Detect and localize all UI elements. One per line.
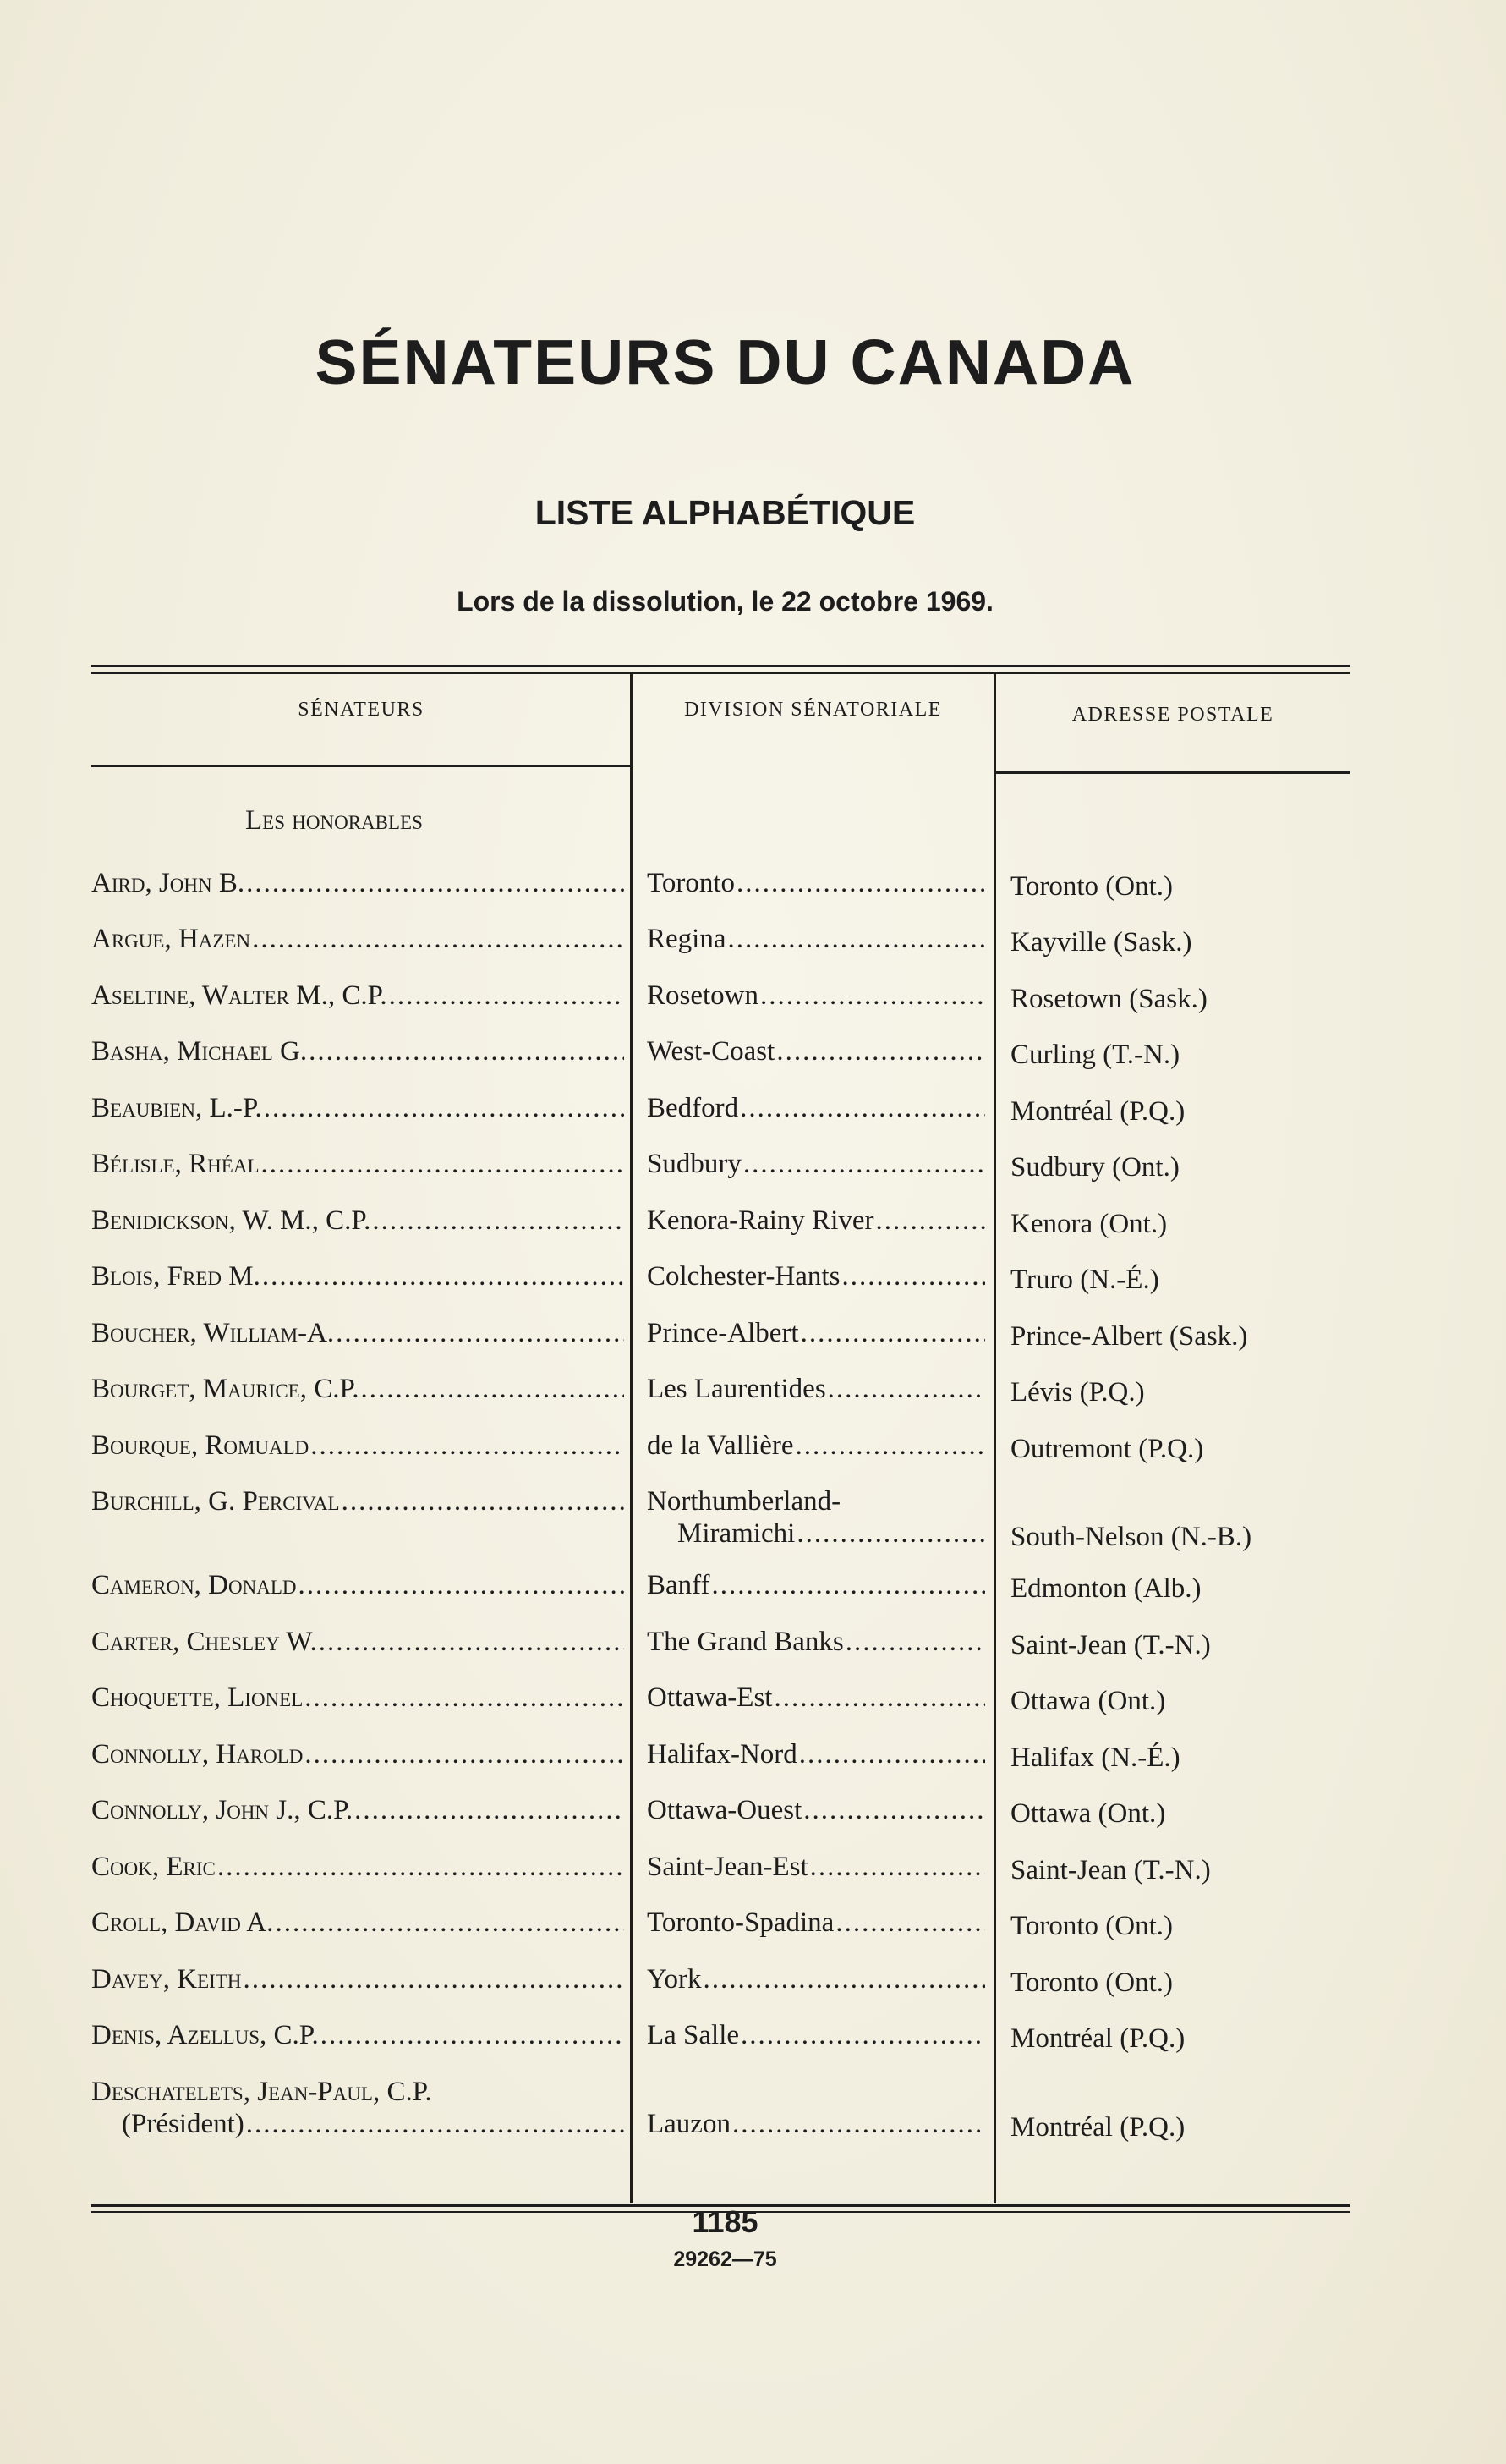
leader-dots: [320, 2019, 624, 2051]
leader-dots: [354, 1794, 624, 1826]
leader-dots: [810, 1851, 985, 1883]
senator-name-cell: [91, 1738, 624, 1770]
leader-dots: [342, 1485, 624, 1517]
division-cell: [647, 2019, 985, 2051]
division-cell: [647, 1317, 985, 1349]
leader-dots: [309, 1035, 624, 1067]
division-cell: [647, 1907, 985, 1939]
leader-dots: [262, 1260, 624, 1292]
division-name: Bedford: [647, 1093, 739, 1123]
division-name: de la Vallière: [647, 1430, 794, 1461]
division-name: Toronto-Spadina: [647, 1907, 835, 1938]
leader-dots: [828, 1373, 985, 1405]
senator-name-cell: [91, 1851, 624, 1883]
senator-name: Aseltine, Walter M., C.P.: [91, 980, 387, 1011]
header-adresse: ADRESSE POSTALE: [1071, 704, 1274, 726]
postal-address: Prince-Albert (Sask.): [1010, 1321, 1248, 1352]
senator-name: Connolly, Harold: [91, 1739, 304, 1770]
division-name: Kenora-Rainy River: [647, 1205, 874, 1236]
division-cell: [647, 980, 985, 1012]
postal-address: Truro (N.-É.): [1010, 1265, 1159, 1295]
division-cell: [647, 867, 985, 899]
division-name-part1: Northumberland-: [647, 1486, 841, 1517]
leader-dots: [275, 1907, 624, 1939]
group-label: Les honorables: [245, 805, 423, 836]
leader-dots: [310, 1430, 624, 1462]
division-cell: [647, 1148, 985, 1180]
senator-name: Benidickson, W. M., C.P.: [91, 1205, 371, 1236]
leader-dots: [732, 2108, 985, 2140]
leader-dots: [760, 980, 985, 1012]
division-name: York: [647, 1964, 702, 1995]
senator-name-cell: [91, 867, 624, 899]
division-name: Banff: [647, 1570, 710, 1600]
postal-address: Saint-Jean (T.-N.): [1010, 1855, 1211, 1885]
senator-name-cell: [91, 1485, 624, 1517]
postal-address: South-Nelson (N.-B.): [1010, 1522, 1252, 1552]
page-number: 1185: [692, 2204, 758, 2239]
division-name: Ottawa-Est: [647, 1682, 773, 1713]
senator-name-cell: [91, 980, 624, 1012]
division-name: Sudbury: [647, 1149, 742, 1179]
leader-dots: [835, 1907, 985, 1939]
senator-name: Connolly, John J., C.P.: [91, 1795, 353, 1825]
senator-name: Aird, John B.: [91, 868, 245, 898]
postal-address: Outremont (P.Q.): [1010, 1434, 1204, 1464]
senator-name-cell: [91, 1035, 624, 1067]
senator-name: Basha, Michael G.: [91, 1036, 308, 1067]
leader-dots: [372, 1205, 624, 1237]
leader-dots: [336, 1317, 624, 1349]
dissolution-date: Lors de la dissolution, le 22 octobre 1969.: [457, 586, 994, 617]
senator-name: Carter, Chesley W.: [91, 1627, 317, 1657]
senator-name: Croll, David A.: [91, 1907, 274, 1938]
postal-address: Toronto (Ont.): [1010, 1911, 1173, 1941]
postal-address: Lévis (P.Q.): [1010, 1377, 1145, 1408]
leader-dots: [737, 867, 985, 899]
senator-name-cell: [91, 923, 624, 955]
leader-dots: [797, 1517, 985, 1550]
senator-name: Blois, Fred M.: [91, 1261, 260, 1292]
division-cell: [647, 1738, 985, 1770]
senator-name-cell: [91, 1682, 624, 1714]
division-cell: [647, 1569, 985, 1601]
division-cell: [647, 1963, 985, 1995]
senator-name-cell: [91, 1205, 624, 1237]
leader-dots: [795, 1430, 985, 1462]
top-rule-1: [91, 665, 1350, 667]
postal-address: Toronto (Ont.): [1010, 1967, 1173, 1998]
senator-name-cell: [91, 1092, 624, 1124]
division-cell: [647, 1373, 985, 1405]
page-title: SÉNATEURS DU CANADA: [315, 327, 1136, 398]
senator-name: Davey, Keith: [91, 1964, 242, 1995]
senator-name: Cook, Eric: [91, 1852, 216, 1882]
postal-address: Montréal (P.Q.): [1010, 2023, 1186, 2054]
senator-name-cell: [91, 2019, 624, 2051]
leader-dots: [252, 923, 624, 955]
division-name: The Grand Banks: [647, 1627, 844, 1657]
senator-name-cell: [91, 1569, 624, 1601]
division-name: Toronto: [647, 868, 736, 898]
division-name: Lauzon: [647, 2109, 731, 2139]
division-name: Prince-Albert: [647, 1318, 799, 1348]
division-cell: [647, 1626, 985, 1658]
senator-name-cell: [91, 2076, 624, 2140]
postal-address: Curling (T.-N.): [1010, 1040, 1180, 1070]
postal-address: Toronto (Ont.): [1010, 871, 1173, 902]
division-cell: [647, 2108, 985, 2140]
column-divider-2: [994, 672, 996, 2203]
print-code: 29262—75: [673, 2247, 777, 2271]
leader-dots: [360, 1373, 624, 1405]
header-rule-left: [91, 765, 631, 767]
leader-dots: [246, 2108, 624, 2140]
top-rule-2: [91, 672, 1350, 674]
leader-dots: [298, 1569, 624, 1601]
postal-address: Saint-Jean (T.-N.): [1010, 1630, 1211, 1660]
senator-name: Beaubien, L.-P.: [91, 1093, 262, 1123]
division-name: Colchester-Hants: [647, 1261, 841, 1292]
header-division: DIVISION SÉNATORIALE: [684, 699, 942, 721]
leader-dots: [846, 1626, 985, 1658]
postal-address: Ottawa (Ont.): [1010, 1798, 1166, 1829]
senator-name: Bélisle, Rhéal: [91, 1149, 260, 1179]
header-rule-right: [994, 771, 1350, 774]
leader-dots: [740, 1092, 985, 1124]
senator-name: Deschatelets, Jean-Paul, C.P.: [91, 2077, 432, 2107]
senator-name: Bourget, Maurice, C.P.: [91, 1374, 359, 1404]
postal-address: Montréal (P.Q.): [1010, 1096, 1186, 1127]
leader-dots: [776, 1035, 985, 1067]
senator-name-cell: [91, 1148, 624, 1180]
division-cell: [647, 1794, 985, 1826]
senator-name-cell: [91, 1373, 624, 1405]
division-cell: [647, 1260, 985, 1292]
senator-name: Bourque, Romuald: [91, 1430, 309, 1461]
division-cell: [647, 1092, 985, 1124]
column-divider-1: [630, 672, 633, 2203]
division-cell: [647, 1682, 985, 1714]
senator-title: (Président): [122, 2109, 244, 2139]
postal-address: Edmonton (Alb.): [1010, 1573, 1202, 1604]
senator-name: Choquette, Lionel: [91, 1682, 304, 1713]
division-name: West-Coast: [647, 1036, 775, 1067]
postal-address: Ottawa (Ont.): [1010, 1686, 1166, 1716]
senator-name: Burchill, G. Percival: [91, 1486, 340, 1517]
senator-name: Argue, Hazen: [91, 924, 251, 954]
division-cell: [647, 1485, 985, 1550]
division-cell: [647, 1430, 985, 1462]
division-name: Halifax-Nord: [647, 1739, 797, 1770]
leader-dots: [246, 867, 624, 899]
leader-dots: [743, 1148, 985, 1180]
senator-name: Boucher, William-A.: [91, 1318, 335, 1348]
senator-name-cell: [91, 1963, 624, 1995]
senator-name: Cameron, Donald: [91, 1570, 297, 1600]
postal-address: Montréal (P.Q.): [1010, 2112, 1186, 2143]
division-cell: [647, 923, 985, 955]
leader-dots: [841, 1260, 985, 1292]
leader-dots: [389, 980, 624, 1012]
leader-dots: [304, 1682, 624, 1714]
division-name: La Salle: [647, 2020, 740, 2050]
leader-dots: [727, 923, 985, 955]
division-name: Saint-Jean-Est: [647, 1852, 808, 1882]
leader-dots: [319, 1626, 624, 1658]
leader-dots: [712, 1569, 985, 1601]
leader-dots: [774, 1682, 985, 1714]
senator-name: Denis, Azellus, C.P.: [91, 2020, 319, 2050]
division-cell: [647, 1205, 985, 1237]
division-name: Les Laurentides: [647, 1374, 826, 1404]
division-name: Miramichi: [677, 1518, 796, 1549]
postal-address: Sudbury (Ont.): [1010, 1152, 1180, 1183]
senator-name-cell: [91, 1794, 624, 1826]
leader-dots: [264, 1092, 624, 1124]
postal-address: Kenora (Ont.): [1010, 1209, 1168, 1239]
division-cell: [647, 1035, 985, 1067]
postal-address: Halifax (N.-É.): [1010, 1742, 1180, 1773]
page-subtitle: LISTE ALPHABÉTIQUE: [534, 493, 916, 532]
senator-name-cell: [91, 1260, 624, 1292]
postal-address: Kayville (Sask.): [1010, 927, 1192, 958]
division-name: Regina: [647, 924, 726, 954]
leader-dots: [704, 1963, 985, 1995]
leader-dots: [261, 1148, 625, 1180]
leader-dots: [217, 1851, 624, 1883]
header-senateurs: SÉNATEURS: [298, 699, 424, 721]
senator-name-cell: [91, 1430, 624, 1462]
division-cell: [647, 1851, 985, 1883]
leader-dots: [799, 1738, 985, 1770]
division-line: [647, 1517, 985, 1550]
leader-dots: [243, 1963, 624, 1995]
leader-dots: [876, 1205, 986, 1237]
postal-address: Rosetown (Sask.): [1010, 984, 1208, 1014]
leader-dots: [803, 1794, 985, 1826]
leader-dots: [304, 1738, 624, 1770]
senator-name-cell: [91, 1317, 624, 1349]
leader-dots: [801, 1317, 985, 1349]
leader-dots: [741, 2019, 985, 2051]
senator-name-cell: [91, 1907, 624, 1939]
senator-title-line: [91, 2108, 624, 2140]
division-name: Ottawa-Ouest: [647, 1795, 802, 1825]
division-name: Rosetown: [647, 980, 758, 1011]
senator-name-cell: [91, 1626, 624, 1658]
